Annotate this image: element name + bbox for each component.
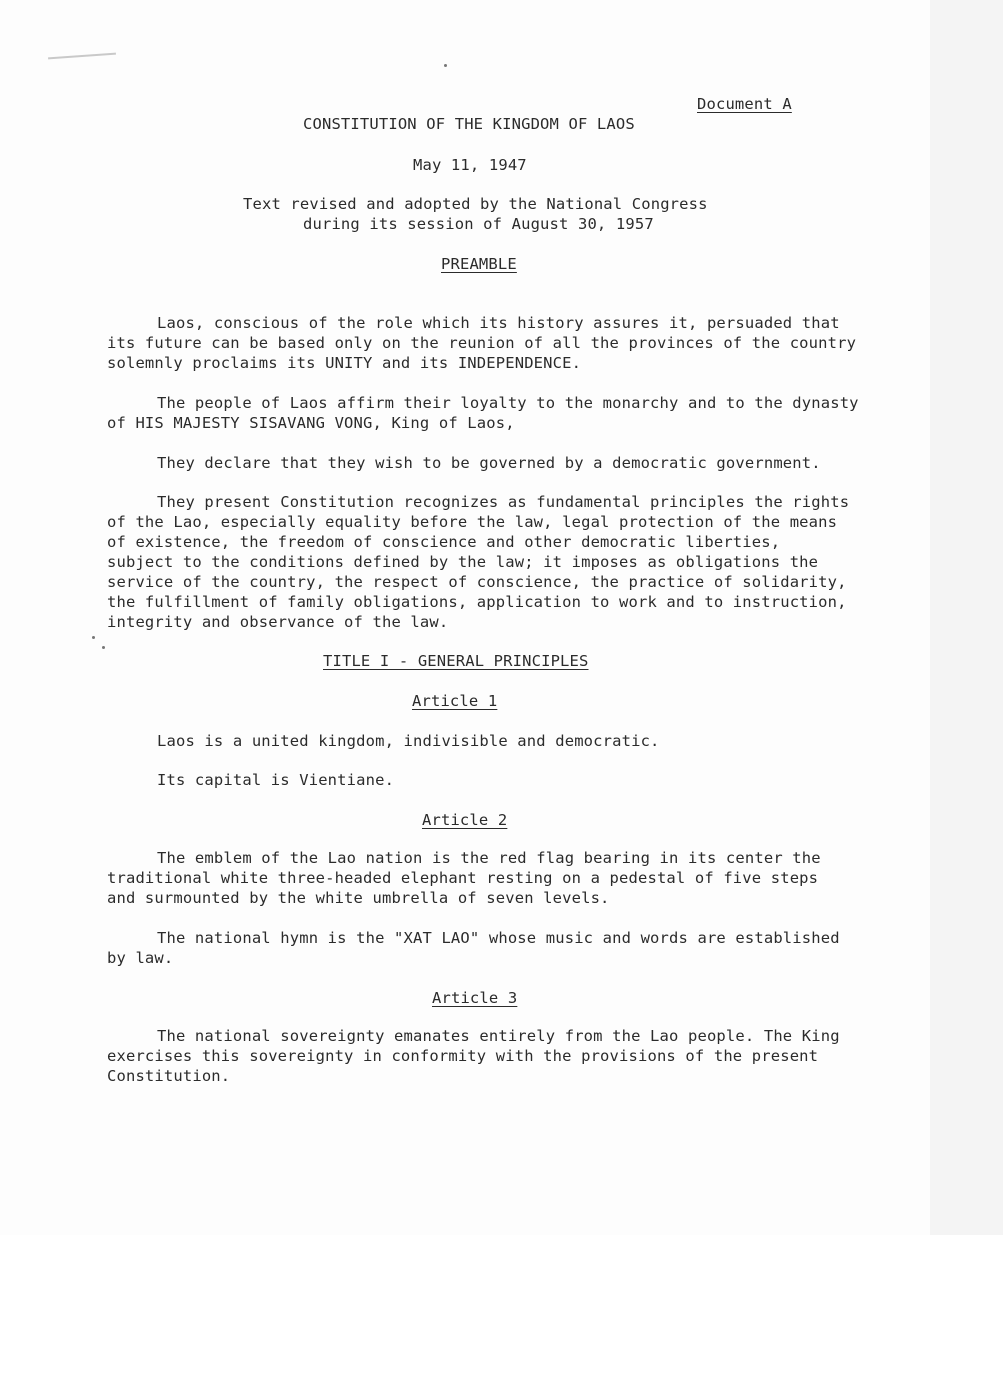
article-heading: Article 2: [422, 811, 508, 829]
speck: [92, 636, 95, 639]
paragraph-line: of HIS MAJESTY SISAVANG VONG, King of Laos,: [107, 414, 515, 432]
paragraph-line: The people of Laos affirm their loyalty to the monarchy and to the dynasty: [157, 394, 859, 412]
paragraph-line: its future can be based only on the reunion of all the provinces of the country: [107, 334, 857, 352]
paragraph-line: of the Lao, especially equality before the law, legal protection of the means: [107, 513, 838, 531]
paragraph-line: They declare that they wish to be governed by a democratic government.: [157, 454, 821, 472]
paragraph-line: Constitution.: [107, 1067, 231, 1085]
document-label: Document A: [697, 95, 792, 113]
speck: [444, 64, 447, 67]
paragraph-line: subject to the conditions defined by the law; it imposes as obligations the: [107, 553, 819, 571]
title-heading: TITLE I - GENERAL PRINCIPLES: [323, 652, 589, 670]
paper-edge: [930, 0, 1003, 1235]
paragraph-line: Laos is a united kingdom, indivisible and democratic.: [157, 732, 660, 750]
article-heading: Article 1: [412, 692, 498, 710]
paragraph-line: traditional white three-headed elephant resting on a pedestal of five steps: [107, 869, 819, 887]
document-title: CONSTITUTION OF THE KINGDOM OF LAOS: [303, 115, 635, 133]
scan-margin: [0, 1235, 1003, 1380]
paragraph-line: Laos, conscious of the role which its history assures it, persuaded that: [157, 314, 840, 332]
speck: [102, 646, 105, 649]
paragraph-line: The national sovereignty emanates entirely from the Lao people. The King: [157, 1027, 840, 1045]
revision-line: during its session of August 30, 1957: [303, 215, 654, 233]
paragraph-line: integrity and observance of the law.: [107, 613, 449, 631]
paragraph-line: the fulfillment of family obligations, application to work and to instruction,: [107, 593, 847, 611]
paragraph-line: The national hymn is the "XAT LAO" whose music and words are established: [157, 929, 840, 947]
preamble-heading: PREAMBLE: [441, 255, 517, 273]
pencil-mark: [48, 53, 116, 60]
paragraph-line: of existence, the freedom of conscience and other democratic liberties,: [107, 533, 781, 551]
document-date: May 11, 1947: [413, 156, 527, 174]
article-heading: Article 3: [432, 989, 518, 1007]
paragraph-line: exercises this sovereignty in conformity with the provisions of the present: [107, 1047, 819, 1065]
paragraph-line: by law.: [107, 949, 174, 967]
paragraph-line: The emblem of the Lao nation is the red flag bearing in its center the: [157, 849, 821, 867]
paragraph-line: They present Constitution recognizes as fundamental principles the rights: [157, 493, 850, 511]
paragraph-line: and surmounted by the white umbrella of seven levels.: [107, 889, 610, 907]
paragraph-line: Its capital is Vientiane.: [157, 771, 395, 789]
paragraph-line: service of the country, the respect of conscience, the practice of solidarity,: [107, 573, 847, 591]
paragraph-line: solemnly proclaims its UNITY and its INDEPENDENCE.: [107, 354, 582, 372]
revision-line: Text revised and adopted by the National Congress: [243, 195, 708, 213]
